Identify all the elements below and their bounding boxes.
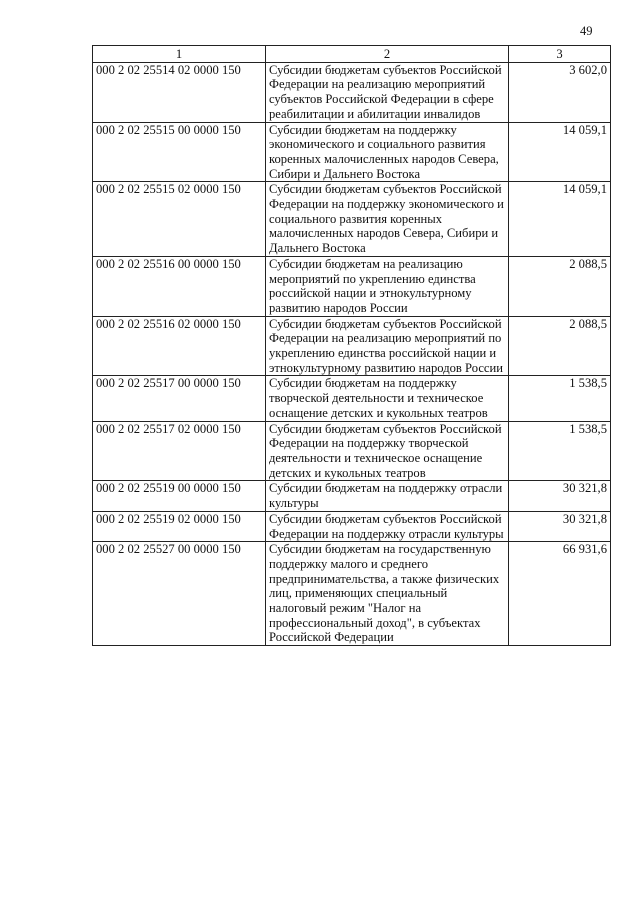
budget-code: 000 2 02 25515 00 0000 150	[93, 122, 266, 182]
budget-code: 000 2 02 25517 00 0000 150	[93, 376, 266, 421]
table-row	[93, 376, 611, 421]
budget-code: 000 2 02 25516 00 0000 150	[93, 256, 266, 316]
budget-code: 000 2 02 25517 02 0000 150	[93, 421, 266, 481]
budget-amount: 14 059,1	[509, 182, 611, 257]
budget-item-name: Субсидии бюджетам субъектов Российской Федерации на реализацию мероприятий по укреплению единства российской нации и этнокультурному развитию народов России	[266, 316, 509, 376]
budget-item-name: Субсидии бюджетам на поддержку творческой деятельности и техническое оснащение детских и кукольных театров	[266, 376, 509, 421]
budget-amount: 2 088,5	[509, 316, 611, 376]
budget-item-name: Субсидии бюджетам на реализацию мероприятий по укреплению единства российской нации и этнокультурному развитию народов России	[266, 256, 509, 316]
budget-amount: 1 538,5	[509, 421, 611, 481]
column-header-code: 1	[93, 46, 266, 63]
budget-code: 000 2 02 25527 00 0000 150	[93, 542, 266, 646]
table-row	[93, 481, 611, 511]
budget-table	[92, 45, 611, 646]
table-row	[93, 421, 611, 481]
budget-amount: 14 059,1	[509, 122, 611, 182]
budget-amount: 2 088,5	[509, 256, 611, 316]
budget-item-name: Субсидии бюджетам на поддержку отрасли культуры	[266, 481, 509, 511]
table-row	[93, 542, 611, 646]
budget-code: 000 2 02 25514 02 0000 150	[93, 62, 266, 122]
table-row	[93, 182, 611, 257]
budget-code: 000 2 02 25519 02 0000 150	[93, 511, 266, 541]
table-row	[93, 256, 611, 316]
budget-code: 000 2 02 25516 02 0000 150	[93, 316, 266, 376]
column-header-amount: 3	[509, 46, 611, 63]
table-header-row	[93, 46, 611, 63]
budget-amount: 30 321,8	[509, 481, 611, 511]
budget-amount: 3 602,0	[509, 62, 611, 122]
budget-amount: 1 538,5	[509, 376, 611, 421]
table-row	[93, 316, 611, 376]
budget-amount: 30 321,8	[509, 511, 611, 541]
budget-code: 000 2 02 25515 02 0000 150	[93, 182, 266, 257]
budget-amount: 66 931,6	[509, 542, 611, 646]
budget-item-name: Субсидии бюджетам субъектов Российской Федерации на поддержку отрасли культуры	[266, 511, 509, 541]
table-row	[93, 511, 611, 541]
budget-item-name: Субсидии бюджетам на государственную поддержку малого и среднего предпринимательства, а также физических лиц, применяющих специальный налоговый режим "Налог на профессиональный доход", в субъектах Российской Федерации	[266, 542, 509, 646]
budget-item-name: Субсидии бюджетам субъектов Российской Федерации на поддержку творческой деятельности и техническое оснащение детских и кукольных театров	[266, 421, 509, 481]
column-header-name: 2	[266, 46, 509, 63]
budget-code: 000 2 02 25519 00 0000 150	[93, 481, 266, 511]
table-row	[93, 122, 611, 182]
budget-item-name: Субсидии бюджетам на поддержку экономического и социального развития коренных малочисленных народов Севера, Сибири и Дальнего Востока	[266, 122, 509, 182]
table-row	[93, 62, 611, 122]
page-number: 49	[580, 24, 593, 38]
budget-item-name: Субсидии бюджетам субъектов Российской Федерации на поддержку экономического и социального развития коренных малочисленных народов Севера, Сибири и Дальнего Востока	[266, 182, 509, 257]
budget-item-name: Субсидии бюджетам субъектов Российской Федерации на реализацию мероприятий субъектов Российской Федерации в сфере реабилитации и абилитации инвалидов	[266, 62, 509, 122]
